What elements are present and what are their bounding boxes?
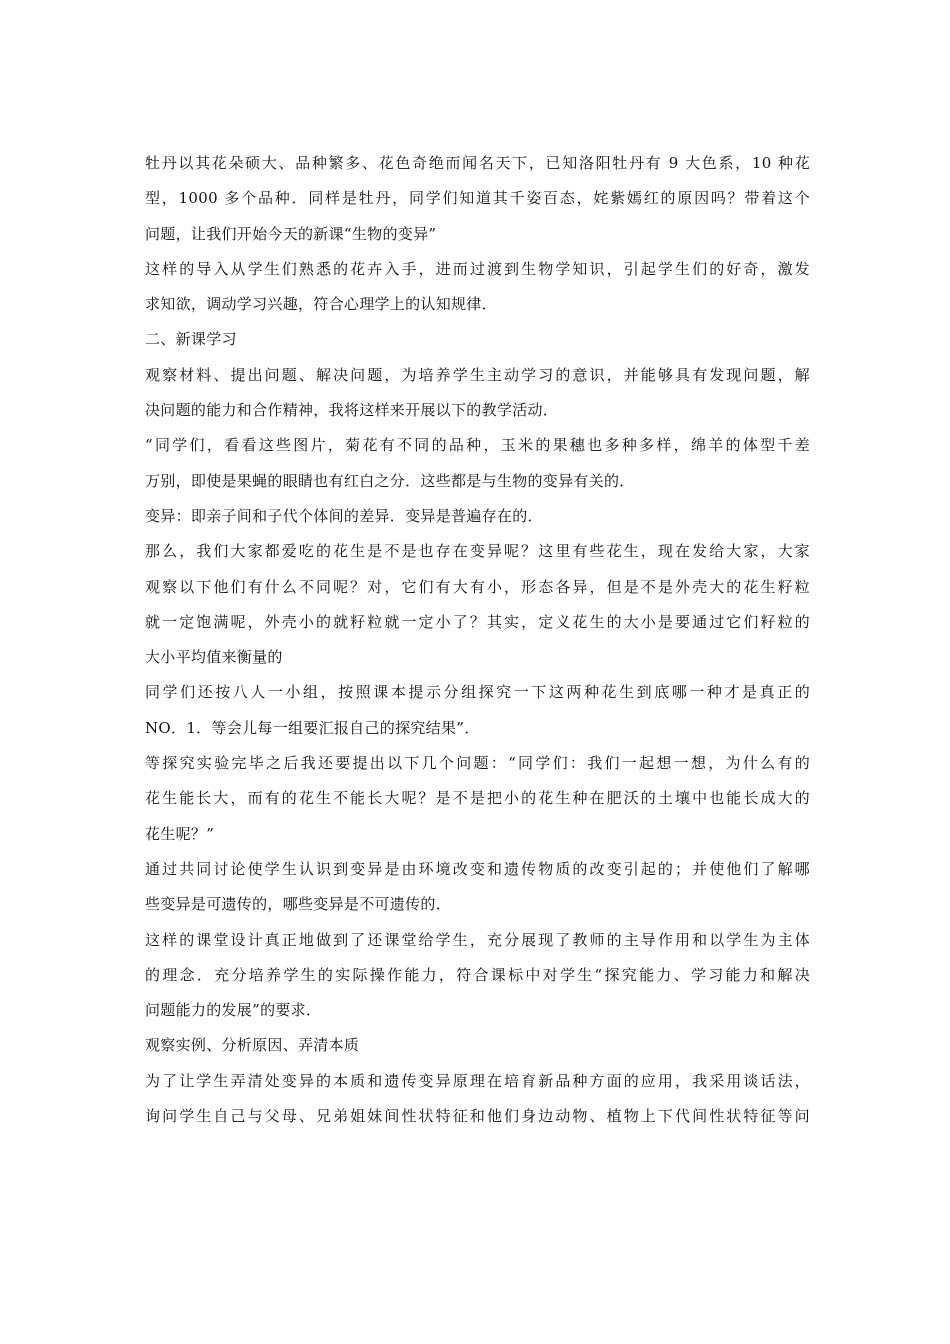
text-line: 询问学生自己与父母、兄弟姐妹间性状特征和他们身边动物、植物上下代间性状特征等问 <box>145 1107 810 1126</box>
text-line: NO．1．等会儿每一组要汇报自己的探究结果”． <box>145 718 480 737</box>
text-line: 型，1000 多个品种．同样是牡丹，同学们知道其千姿百态，姹紫嫣红的原因吗？带着这个 <box>145 189 810 208</box>
text-line: 花生呢？” <box>145 824 215 843</box>
text-line: 观察以下他们有什么不同呢？对，它们有大有小，形态各异，但是不是外壳大的花生籽粒 <box>145 577 810 596</box>
text-line: “同学们，看看这些图片，菊花有不同的品种，玉米的果穗也多种多样，绵羊的体型千差 <box>145 436 810 455</box>
text-line: 大小平均值来衡量的 <box>145 648 283 667</box>
text-line: 问题，让我们开始今天的新课“生物的变异” <box>145 224 437 243</box>
text-line: 就一定饱满呢，外壳小的就籽粒就一定小了？其实，定义花生的大小是要通过它们籽粒的 <box>145 612 810 631</box>
text-line: 二、新课学习 <box>145 330 237 349</box>
text-line: 为了让学生弄清处变异的本质和遗传变异原理在培育新品种方面的应用，我采用谈话法， <box>145 1071 810 1090</box>
text-line: 决问题的能力和合作精神，我将这样来开展以下的教学活动． <box>145 401 559 420</box>
text-line: 求知欲，调动学习兴趣，符合心理学上的认知规律． <box>145 295 497 314</box>
text-line: 变异：即亲子间和子代个体间的差异．变异是普遍存在的． <box>145 506 543 525</box>
text-line: 那么，我们大家都爱吃的花生是不是也存在变异呢？这里有些花生，现在发给大家，大家 <box>145 542 810 561</box>
text-line: 万别，即使是果蝇的眼睛也有红白之分．这些都是与生物的变异有关的． <box>145 471 635 490</box>
text-line: 这样的导入从学生们熟悉的花卉入手，进而过渡到生物学知识，引起学生们的好奇，激发 <box>145 259 810 278</box>
text-line: 等探究实验完毕之后我还要提出以下几个问题：“同学们：我们一起想一想，为什么有的 <box>145 754 810 773</box>
text-line: 这样的课堂设计真正地做到了还课堂给学生，充分展现了教师的主导作用和以学生为主体 <box>145 930 810 949</box>
text-line: 观察材料、提出问题、解决问题，为培养学生主动学习的意识，并能够具有发现问题，解 <box>145 365 810 384</box>
document-body <box>145 146 810 1134</box>
text-line: 通过共同讨论使学生认识到变异是由环境改变和遗传物质的改变引起的；并使他们了解哪 <box>145 859 810 878</box>
text-line: 的理念．充分培养学生的实际操作能力，符合课标中对学生“探究能力、学习能力和解决 <box>145 965 810 984</box>
text-line: 花生能长大，而有的花生不能长大呢？是不是把小的花生种在肥沃的土壤中也能长成大的 <box>145 789 810 808</box>
text-line: 观察实例、分析原因、弄清本质 <box>145 1036 360 1055</box>
text-line: 同学们还按八人一小组，按照课本提示分组探究一下这两种花生到底哪一种才是真正的 <box>145 683 810 702</box>
text-line: 些变异是可遗传的，哪些变异是不可遗传的． <box>145 895 452 914</box>
text-line: 牡丹以其花朵硕大、品种繁多、花色奇绝而闻名天下，已知洛阳牡丹有 9 大色系，10 种花 <box>145 154 810 172</box>
text-line: 问题能力的发展”的要求． <box>145 1001 322 1020</box>
